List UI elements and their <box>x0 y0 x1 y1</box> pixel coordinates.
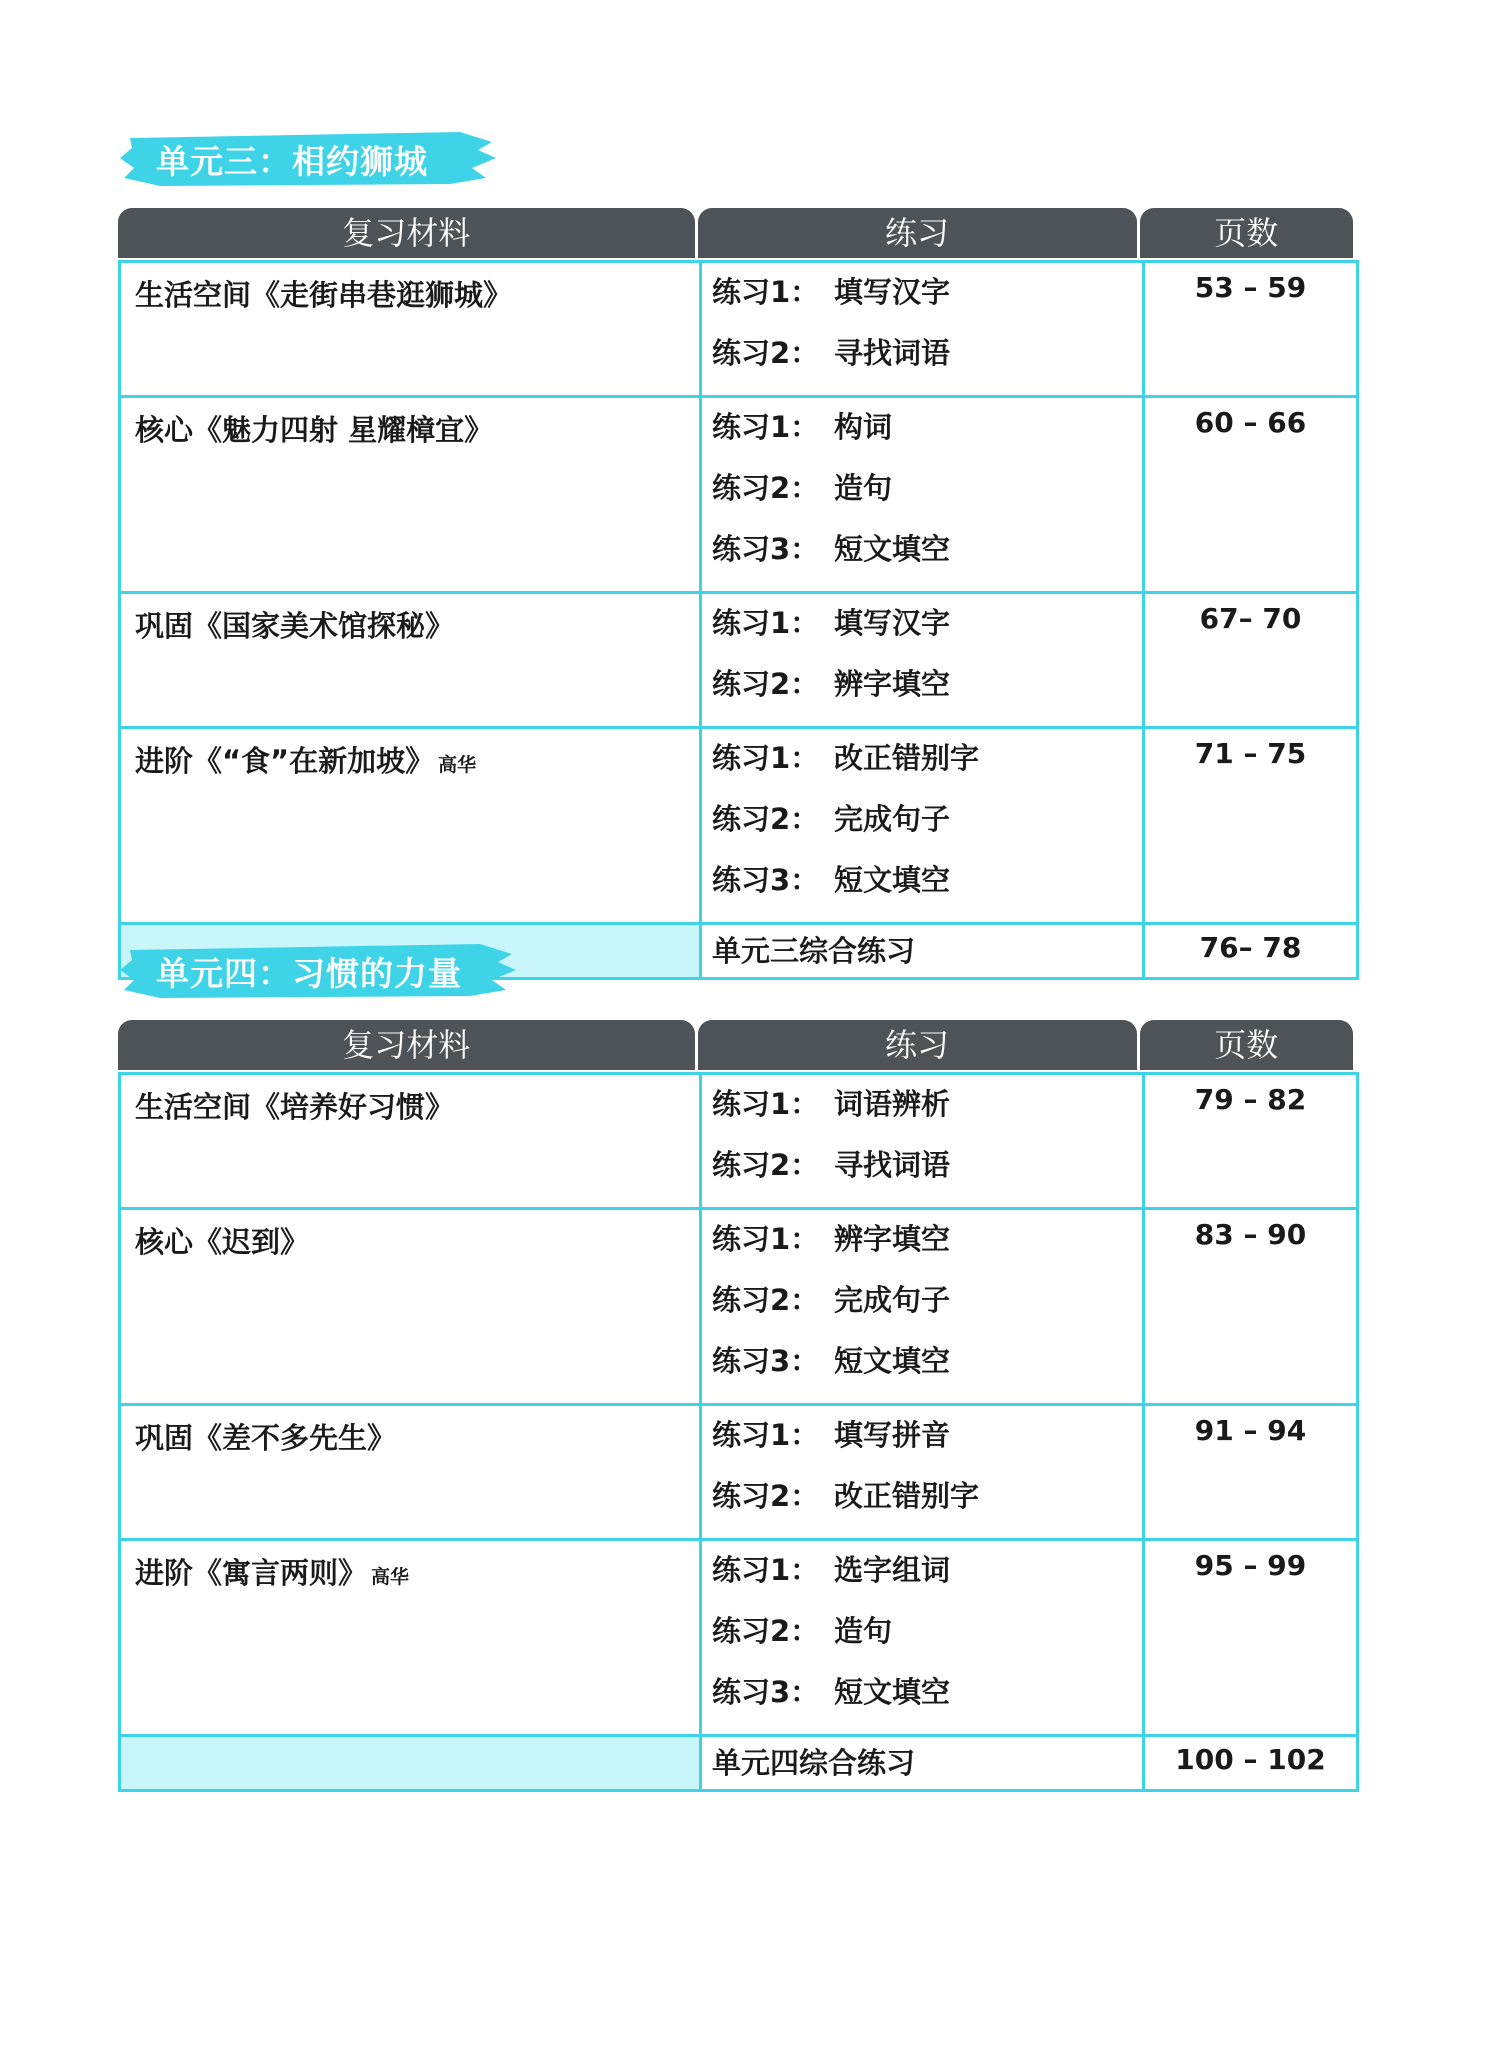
exercise-cell <box>701 593 1144 728</box>
exercise-cell <box>701 1074 1144 1209</box>
unit-3-section <box>118 128 1356 980</box>
exercise-item: 练习2： 造句 <box>712 1614 893 1648</box>
summary-row <box>120 1736 1358 1791</box>
material-cell: 生活空间《培养好习惯》 <box>120 1074 701 1209</box>
header-exercise: 练习 <box>698 1020 1137 1070</box>
table-row <box>120 728 1358 924</box>
table-header <box>118 1020 1356 1070</box>
unit-3-banner <box>120 128 500 188</box>
material-cell: 巩固《差不多先生》 <box>120 1405 701 1540</box>
exercise-cell <box>701 262 1144 397</box>
header-pages: 页数 <box>1140 208 1353 258</box>
summary-label: 单元三综合练习 <box>701 924 1144 979</box>
exercise-item: 练习3： 短文填空 <box>712 1675 951 1709</box>
exercise-item: 练习2： 改正错别字 <box>712 1479 980 1513</box>
exercise-item: 练习3： 短文填空 <box>712 863 951 897</box>
exercise-item: 练习2： 造句 <box>712 471 893 505</box>
pages-cell: 83 – 90 <box>1144 1209 1358 1405</box>
unit-title: 单元四：习惯的力量 <box>156 954 462 993</box>
table-header <box>118 208 1356 258</box>
table-row <box>120 397 1358 593</box>
exercise-item: 练习1： 填写汉字 <box>712 275 951 309</box>
review-table <box>118 1072 1359 1792</box>
exercise-item: 练习1： 选字组词 <box>712 1553 951 1587</box>
material-cell: 进阶《“食”在新加坡》 高华 <box>120 728 701 924</box>
exercise-cell <box>701 1540 1144 1736</box>
exercise-item: 练习2： 寻找词语 <box>712 336 951 370</box>
exercise-item: 练习1： 词语辨析 <box>712 1087 951 1121</box>
unit-4-banner <box>120 940 500 1000</box>
exercise-item: 练习2： 完成句子 <box>712 1283 951 1317</box>
exercise-item: 练习1： 构词 <box>712 410 893 444</box>
summary-pages: 76– 78 <box>1144 924 1358 979</box>
header-material: 复习材料 <box>118 208 695 258</box>
summary-pages: 100 – 102 <box>1144 1736 1358 1791</box>
table-row <box>120 1074 1358 1209</box>
summary-label: 单元四综合练习 <box>701 1736 1144 1791</box>
level-tag: 高华 <box>371 1566 410 1588</box>
table-row <box>120 1405 1358 1540</box>
header-pages: 页数 <box>1140 1020 1353 1070</box>
exercise-item: 练习1： 填写拼音 <box>712 1418 951 1452</box>
summary-blank-cell <box>120 1736 701 1791</box>
pages-cell: 53 – 59 <box>1144 262 1358 397</box>
material-cell: 巩固《国家美术馆探秘》 <box>120 593 701 728</box>
exercise-item: 练习2： 辨字填空 <box>712 667 951 701</box>
level-tag: 高华 <box>438 754 477 776</box>
pages-cell: 79 – 82 <box>1144 1074 1358 1209</box>
exercise-item: 练习3： 短文填空 <box>712 1344 951 1378</box>
exercise-item: 练习1： 辨字填空 <box>712 1222 951 1256</box>
pages-cell: 91 – 94 <box>1144 1405 1358 1540</box>
pages-cell: 95 – 99 <box>1144 1540 1358 1736</box>
table-row <box>120 593 1358 728</box>
pages-cell: 71 – 75 <box>1144 728 1358 924</box>
header-exercise: 练习 <box>698 208 1137 258</box>
material-cell: 生活空间《走街串巷逛狮城》 <box>120 262 701 397</box>
table-row <box>120 1209 1358 1405</box>
header-material: 复习材料 <box>118 1020 695 1070</box>
exercise-item: 练习3： 短文填空 <box>712 532 951 566</box>
unit-4-section <box>118 940 1356 1792</box>
exercise-item: 练习2： 完成句子 <box>712 802 951 836</box>
review-table <box>118 260 1359 980</box>
exercise-item: 练习2： 寻找词语 <box>712 1148 951 1182</box>
material-cell: 核心《魅力四射 星耀樟宜》 <box>120 397 701 593</box>
exercise-cell <box>701 728 1144 924</box>
pages-cell: 67– 70 <box>1144 593 1358 728</box>
table-row <box>120 262 1358 397</box>
exercise-cell <box>701 397 1144 593</box>
material-cell: 进阶《寓言两则》 高华 <box>120 1540 701 1736</box>
exercise-cell <box>701 1405 1144 1540</box>
table-row <box>120 1540 1358 1736</box>
material-cell: 核心《迟到》 <box>120 1209 701 1405</box>
exercise-item: 练习1： 改正错别字 <box>712 741 980 775</box>
exercise-cell <box>701 1209 1144 1405</box>
exercise-item: 练习1： 填写汉字 <box>712 606 951 640</box>
unit-title: 单元三：相约狮城 <box>156 142 428 181</box>
pages-cell: 60 – 66 <box>1144 397 1358 593</box>
